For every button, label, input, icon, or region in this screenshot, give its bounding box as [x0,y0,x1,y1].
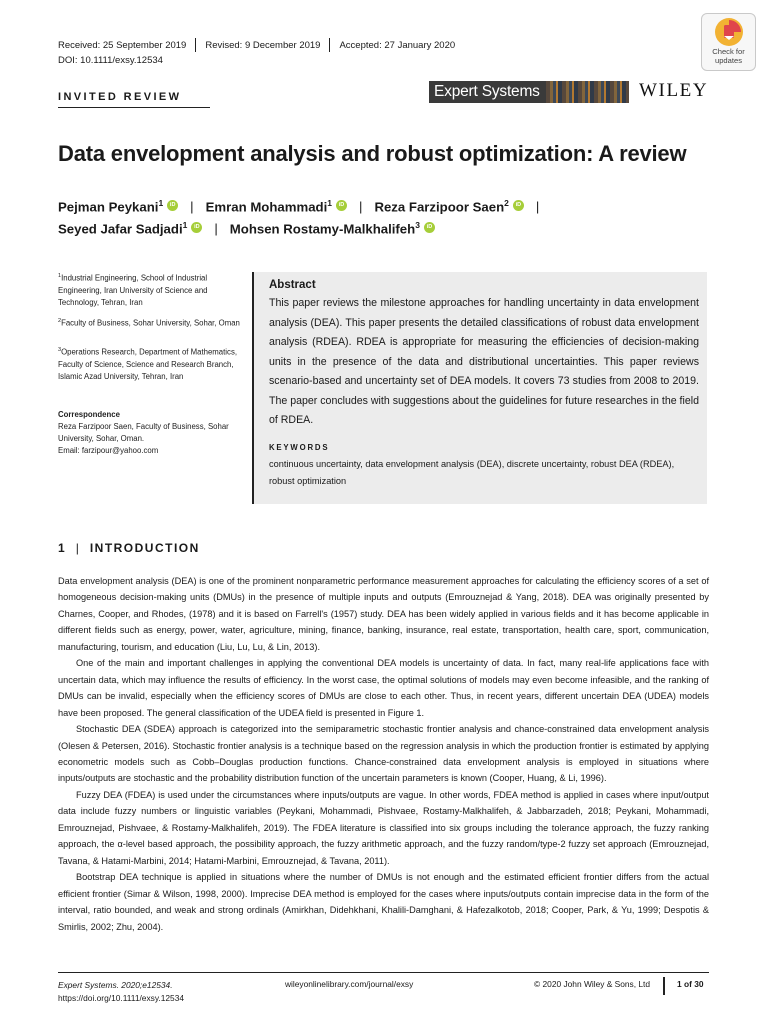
journal-banner-pattern [546,81,629,103]
author-name[interactable]: Pejman Peykani$^1$ [58,198,164,215]
paragraph: Data envelopment analysis (DEA) is one of the prominent nonparametric performance measurement approaches for calculating the efficiency scores of a set of homogeneous decision-making units (DMUs) in the presence of multiple inputs and outputs (Emrouznejad & Yang, 2018). DEA was originally presented by Charnes, Cooper, and Rhodes, (1978) and it is based on Farrell's (1957) study. DEA has been widely applied in various fields and it has become applicable in different fields such as energy, power, water, agriculture, mining, finance, banking, insurance, real estate, transportation, health care, sport, communication, manufacturing, tourism, and education (Liu, Lu, Lu, & Lin, 2013). [58,576,709,652]
footer-website-link[interactable]: wileyonlinelibrary.com/journal/exsy [285,979,414,989]
section-heading: 1 | INTRODUCTION [58,541,200,555]
footer-right [534,979,704,995]
journal-name: Expert Systems [434,83,540,100]
author-name[interactable]: Emran Mohammadi$^1$ [205,198,332,215]
article-type-underline [58,107,210,108]
paper-title: Data envelopment analysis and robust optimization: A review [58,141,687,166]
footer-doi-link[interactable]: https://doi.org/10.1111/exsy.12534 [58,993,185,1003]
orcid-icon[interactable] [191,222,202,233]
correspondence-address: Reza Farzipoor Saen, Faculty of Business, Sohar University, Sohar, Oman. [58,422,229,443]
abstract-heading: Abstract [269,279,316,291]
author-name[interactable]: Seyed Jafar Sadjadi$^1$ [58,220,188,237]
check-for-updates-button[interactable] [701,13,756,71]
copyright: © 2020 John Wiley & Sons, Ltd [534,979,651,989]
paragraph: Bootstrap DEA technique is applied in situations where the number of DMUs is not enough and the estimated efficient frontier differs from the actual efficient frontier (Simar & Wilson, 1998, 2000). Imprecise DEA method is employed for the cases where inputs/outputs contain imprecise data in the form of the interval, ratio bounded, and weak and strong ordinals (Amirkhan, Didehkhani, Khalili-Damghani, & Hafezalkotob, 2018; Cooper, Park, & Yu, 1999; Despotis & Smirlis, 2002; Zhu, 2004). [58,872,709,932]
publication-dates [58,38,455,52]
page-number: 1 of 30 [677,979,704,989]
abstract-box [252,272,707,504]
orcid-icon[interactable] [167,200,178,211]
received-date: Received: 25 September 2019 [58,39,187,51]
orcid-icon[interactable] [336,200,347,211]
affiliation: $^2$Faculty of Business, Sohar University, Sohar, Oman [58,318,240,328]
article-type: INVITED REVIEW [58,91,182,103]
footer-citation: Expert Systems. 2020;e12534. https://doi.org/10.1111/exsy.12534 [58,980,185,1003]
author-name[interactable]: Reza Farzipoor Saen$^2$ [374,198,509,215]
abstract-text: This paper reviews the milestone approaches for handling uncertainty in data envelopment analysis (DEA). This paper presents the detailed classifications of robust data envelopment analysis (RDEA). RDEA is appropriate for measuring the efficiencies of decision-making units in the presence of the data and distributional uncertainties. This paper reviews scenario-based and uncertainty set of DEA models. It covers 73 studies from 2008 to 2019. The paper concludes with suggestions about the guidelines for future researches in the field of RDEA. [269,297,699,426]
paragraph: Fuzzy DEA (FDEA) is used under the circumstances where inputs/outputs are vague. In other words, FDEA method is applied in cases where input/output data include fuzzy numbers or linguistic variables (Peykani, Mohammadi, Pishvaee, Rostamy-Malkhalifeh, & Jabbarzadeh, 2018; Peykani, Mohammadi, Emrouznejad, Pishvaee, & Rostamy-Malkhalifeh, 2019). The FDEA literature is classified into six groups including the tolerance approach, the fuzzy ranking approach, the α-level based approach, the possibility approach, the fuzzy arithmetic approach, and the fuzzy random/type-2 fuzzy set approach (Emrouznejad, Tavana, & Hatami-Marbini, 2014; Hatami-Marbini, Emrouznejad, & Tavana, 2011). [58,789,709,866]
footer-divider [58,972,709,973]
paragraph: One of the main and important challenges in applying the conventional DEA models is uncertainty of data. In fact, many real-life applications face with uncertain data, which may influence the results of efficiency. In the worst case, the optimal solutions of models may even become infeasible, and the ranking of DMUs can be invalid, especially when the efficiency scores of DMUs are close to each other. Thus, in recent years, different uncertain DEA (UDEA) models have been proposed. The general classification of the UDEA field is presented in Figure 1. [58,658,709,718]
keywords-heading: KEYWORDS [269,442,330,452]
author-line-1: Pejman Peykani$^1$ iD | Emran Mohammadi$^1$ iD | Reza Farzipoor Saen$^2$ iD | [58,198,551,214]
keywords-list: continuous uncertainty, data envelopment analysis (DEA), discrete uncertainty, robust DEA (RDEA), robust optimization [269,458,675,486]
author-line-2: Seyed Jafar Sadjadi$^1$ iD | Mohsen Rostamy-Malkhalifeh$^3$ iD [58,220,435,236]
affiliation: $^1$Industrial Engineering, School of Industrial Engineering, Iran University of Science and Technology, Tehran, Iran [58,273,208,307]
accepted-date: Accepted: 27 January 2020 [339,39,456,51]
correspondence-heading: Correspondence [58,410,120,419]
correspondence-email[interactable]: Email: farzipour@yahoo.com [58,446,159,455]
footer-separator [663,977,665,995]
date-separator [195,38,196,52]
paragraph: Stochastic DEA (SDEA) approach is categorized into the semiparametric stochastic frontier analysis and chance-constrained data envelopment analysis (Olesen & Petersen, 2016). Stochastic frontier analysis is a technique based on the regression analysis in which the production frontier is estimated by applying econometric models such as Cobb–Douglas production functions. Chance-constrained data envelopment analysis is employed in situations where inputs/outputs are stochastic and the probability distribution function of the uncertain parameters is known (Cooper, Huang, & Li, 1996). [58,724,709,784]
check-updates-label: Check for updates [712,47,745,65]
publisher-logo[interactable]: WILEY [639,80,709,101]
check-updates-icon [714,17,744,47]
correspondence [58,409,243,457]
orcid-icon[interactable] [513,200,524,211]
author-name[interactable]: Mohsen Rostamy-Malkhalifeh$^3$ [229,220,420,237]
introduction-body [58,573,709,935]
date-separator [329,38,330,52]
affiliation: $^3$Operations Research, Department of Mathematics, Faculty of Science, Science and Research Branch, Islamic Azad University, Tehran, Iran [58,347,238,381]
doi[interactable]: DOI: 10.1111/exsy.12534 [58,55,163,66]
revised-date: Revised: 9 December 2019 [205,39,321,51]
journal-banner[interactable] [429,81,629,103]
orcid-icon[interactable] [424,222,435,233]
